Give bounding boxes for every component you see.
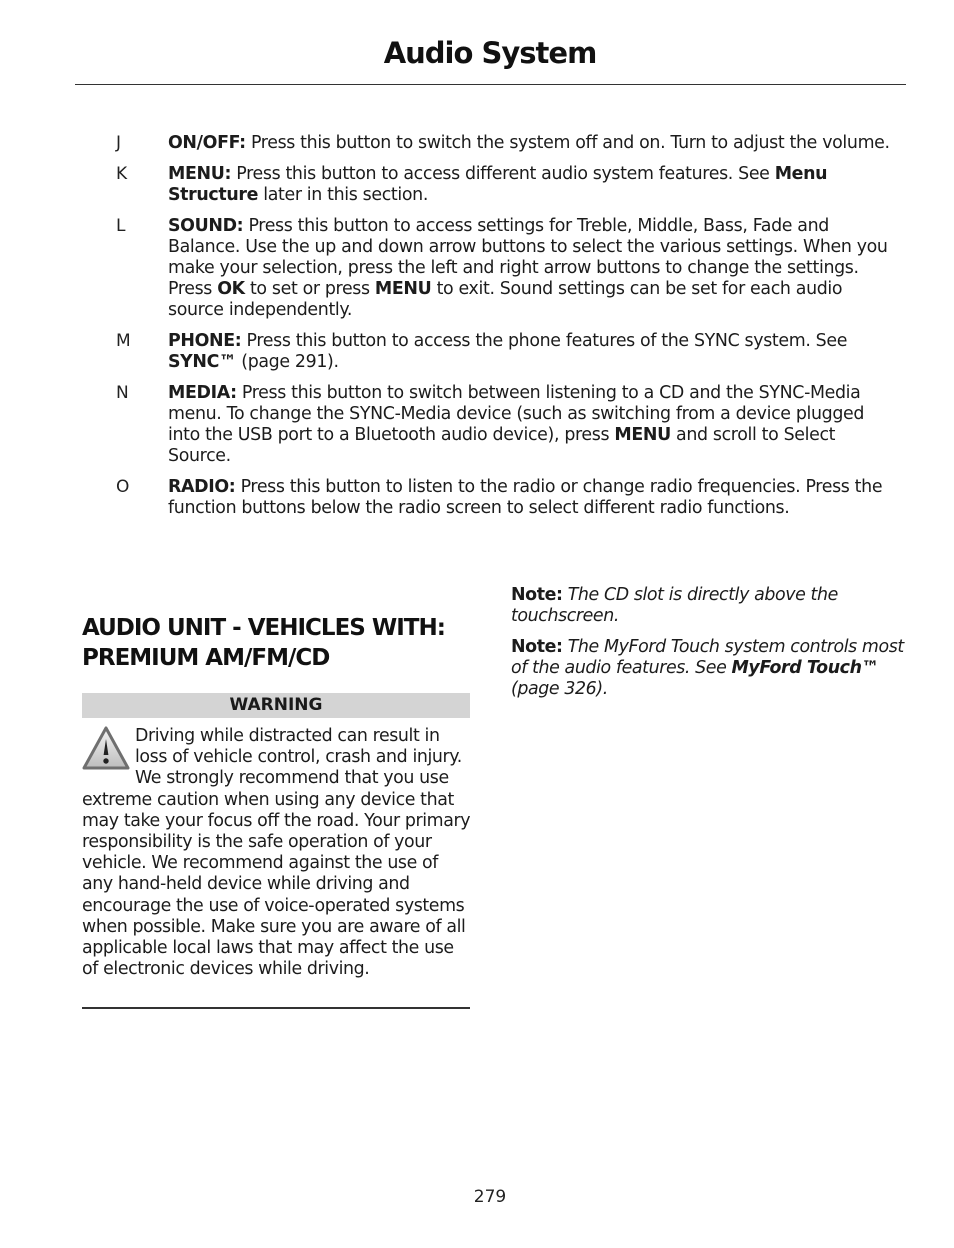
list-item <box>0 383 954 467</box>
item-letter: J <box>116 133 122 153</box>
list-item <box>0 164 954 206</box>
item-description: to set or press <box>244 279 375 299</box>
item-description: Press this button to access the phone features of the SYNC system. See <box>241 331 848 351</box>
item-description: and scroll to Select Source. <box>168 425 836 466</box>
notes-column <box>511 585 906 710</box>
item-description: Press this button to switch the system off and on. Turn to adjust the volume. <box>245 133 890 153</box>
item-text <box>168 216 896 321</box>
item-text <box>168 164 896 206</box>
item-label: ON/OFF: <box>168 133 246 153</box>
note-label: Note: <box>511 637 563 657</box>
item-text <box>168 477 896 519</box>
list-item <box>0 477 954 519</box>
ok-keyword: OK <box>217 279 245 299</box>
title-divider <box>75 84 906 85</box>
item-text <box>168 383 896 467</box>
list-item <box>0 331 954 373</box>
page-number: 279 <box>473 1187 507 1207</box>
button-descriptions-list <box>0 133 954 529</box>
section-heading: AUDIO UNIT - VEHICLES WITH: PREMIUM AM/FM/CD <box>82 615 445 671</box>
item-description: Press this button to switch between listening to a CD and the SYNC-Media menu. To change the SYNC-Media device (such as switching from a device plugged into the USB port to a Bluetooth audio device), press <box>168 383 865 445</box>
cross-reference: MyFord Touch™ <box>731 658 879 678</box>
cross-reference: Menu Structure <box>168 164 828 205</box>
note-text: (page 326). <box>511 679 608 699</box>
item-label: MENU: <box>168 164 232 184</box>
item-description: Press this button to access settings for Treble, Middle, Bass, Fade and Balance. Use the up and down arrow buttons to select the various settings. When you make your selection, press the left and right arrow buttons to change the settings. Press <box>168 216 888 299</box>
item-letter: M <box>116 331 131 351</box>
item-label: PHONE: <box>168 331 242 351</box>
item-letter: O <box>116 477 130 497</box>
item-letter: N <box>116 383 129 403</box>
item-description: Press this button to access different audio system features. See <box>231 164 775 184</box>
item-description: later in this section. <box>258 185 428 205</box>
item-label: RADIO: <box>168 477 236 497</box>
item-text <box>168 331 896 373</box>
warning-bottom-rule <box>82 1007 470 1009</box>
note <box>511 585 906 627</box>
note-label: Note: <box>511 585 563 605</box>
warning-text-block <box>82 726 472 980</box>
page-title: Audio System <box>383 36 597 70</box>
item-description: to exit. Sound settings can be set for each audio source independently. <box>168 279 843 320</box>
list-item <box>0 216 954 321</box>
menu-keyword: MENU <box>374 279 432 299</box>
note <box>511 637 906 700</box>
item-label: MEDIA: <box>168 383 237 403</box>
item-description: Press this button to listen to the radio or change radio frequencies. Press the function buttons below the radio screen to select different radio functions. <box>168 477 883 518</box>
item-letter: L <box>116 216 126 236</box>
warning-text: Driving while distracted can result in loss of vehicle control, crash and injury. We strongly recommend that you use extreme caution when using any device that may take your focus off the road. Your primary responsibility is the safe operation of your vehicle. We recommend against the use of any hand-held device while driving and encourage the use of voice-operated systems when possible. Make sure you are aware of all applicable local laws that may affect the use of electronic devices while driving. <box>82 726 471 980</box>
warning-header: WARNING <box>82 693 470 718</box>
item-text <box>168 133 896 154</box>
item-label: SOUND: <box>168 216 244 236</box>
note-text: The CD slot is directly above the touchscreen. <box>511 585 838 626</box>
list-item <box>0 133 954 154</box>
note-text: The MyFord Touch system controls most of the audio features. See <box>511 637 904 678</box>
item-letter: K <box>116 164 128 184</box>
item-description: (page 291). <box>236 352 339 372</box>
menu-keyword: MENU <box>614 425 671 445</box>
cross-reference: SYNC™ <box>168 352 237 372</box>
